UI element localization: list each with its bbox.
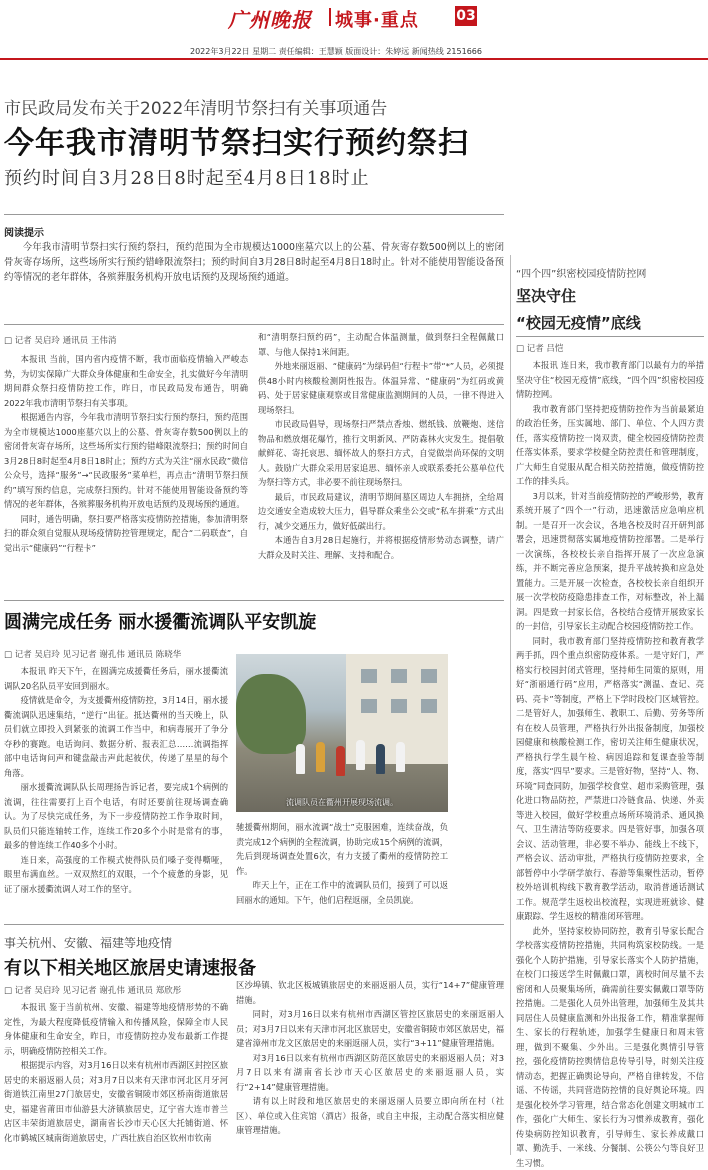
- masthead: [0, 0, 708, 42]
- side-headline-2: “校园无疫情”底线: [516, 312, 641, 333]
- main-byline: □ 记者 吴启玲 通讯员 王伟消: [4, 334, 116, 346]
- photo-window: [361, 669, 377, 683]
- photo-window: [421, 669, 437, 683]
- paragraph: 本报讯 当前，国内省内疫情不断，我市面临疫情输入严峻态势，为切实保障广大群众身体健康和生命安全，扎实做好今年清明期间群众祭扫疫情防控工作，昨日，市民政局发布通告，明确2022年我市清明节祭扫有关事项。: [4, 352, 248, 410]
- page-number: 03: [455, 6, 477, 26]
- paragraph: 本通告自3月28日起施行，并将根据疫情形势动态调整，请广大群众及时关注、理解、支持和配合。: [258, 533, 504, 562]
- paragraph: 同时，我市教育部门坚持疫情防控和教育教学两手抓，四个重点织密防疫体系。一是守好门，严格实行校园封闭式管理，坚持师生同策的原则，用好“浙丽通行码”应用，严格落实“测温、查记、亮码、亮卡”等制度，严格上下学时段校门区域管控。二是管好人，加强师生、教职工、后勤、劳务等所有在校人员管理，严格执行外出报备制度，加强校园健康和核酸检测工作，密切关注师生健康状况，严格执行学生晨午检、病因追踪和复课查验等制度，落实“四早”要求。三是管好物，坚持“人、物、环境”同查同防，加强学校食堂、超市采购管理，强化进口物品防控，严禁进口冷链食品、快递、外卖等进入校园，做好学校重点场所环境消杀、通风换气、卫生清洁等防疫要求。四是管好事，加强各项会议、活动管理，非必要不举办、能线上不线下，严格会议、活动审批，严格执行疫情防控要求，全部暂停中小学研学旅行、春游等集聚性活动，暂停校外培训机构线下教育教学活动，取消普通话测试工作。规范学生返校出校流程，实现进班就诊、健康跟踪、学生返校的精准闭环管理。: [516, 634, 704, 924]
- paragraph: 此外，坚持家校协同防控，教育引导家长配合学校落实疫情防控措施，共同构筑家校防线。一是强化个人防护措施，引导家长落实个人防护措施，在校门口接送学生时佩戴口罩，离校时间尽量不去密闭和人员聚集场所，确需前往要实佩戴口罩等防控措施。二是强化人员外出管理，加强师生及其共同居住人员健康监测和外出报备工作，精准掌握师生、家长的行程轨迹，加强学生健康日和周末管理，做到不聚集、少外出。三是强化舆情引导管控，强化疫情防控舆情信息传导引导，时刻关注疫情动态，把握正确舆论导向，严格自律转发，不信谣、不传谣，共同营造防控情的良好舆论环境。四是强化校外学习管理，结合常态化创建文明城市工作，强化广大师生、家长行为习惯养成教育，强化传染病防控知识教育，引导师生、家长养成戴口罩、勤洗手、一米线、分餐制、公筷公勺等良好卫生习惯。: [516, 924, 704, 1170]
- newspaper-logo: 广州晚报: [228, 4, 312, 33]
- side-rule: [516, 336, 704, 337]
- paragraph: 丽水援衢流调队队长周理扬告诉记者，要完成1个病例的流调，往往需要打上百个电话，有时还要前往现场调查确认。为了尽快完成任务，为下一步疫情防控工作争取时间，队员们只能连轴转工作，连续工作20多个小时是常有的事，最多的曾连续工作40多个小时。: [4, 780, 228, 853]
- main-col1: [4, 352, 248, 592]
- paragraph: 驰援衢州期间，丽水流调“战士”克服困难，连续奋战，负责完成12个病例的全程流调，协助完成15个病例的流调，先后到现场调查处置6次，有力支援了衢州的疫情防控工作。: [236, 820, 448, 878]
- photo-person: [376, 744, 385, 774]
- photo-person: [336, 746, 345, 776]
- main-kicker: 市民政局发布关于2022年清明节祭扫有关事项通告: [4, 94, 387, 119]
- lead-label: 阅读提示: [4, 224, 44, 239]
- paragraph: 请有以上时段和地区旅居史的来丽返丽人员要立即向所在村（社区）、单位或入住宾馆（酒店）报备，或自主申报，主动配合落实相应健康管理措施。: [236, 1094, 504, 1138]
- column-divider: [510, 255, 511, 1155]
- side-byline: □ 记者 吕恺: [516, 342, 563, 354]
- paragraph: 外地来丽返丽、“健康码”为绿码但“行程卡”带“*”人员，必须提供48小时内核酸检测阴性报告。体温异常、“健康码”为红码或黄码、处于居家健康观察或目常健康监测期间的人员，一律不得进入现场祭扫。: [258, 359, 504, 417]
- section-title: 城事·重点: [335, 6, 419, 32]
- paragraph: 本报讯 昨天下午，在圆满完成援衢任务后，丽水援衢流调队20名队员平安回到丽水。: [4, 664, 228, 693]
- paragraph: 市民政局倡导，现场祭扫严禁点香烛、燃纸钱、放鞭炮、迷信物品和燃放烟花爆竹，推行文明新风、严防森林火灾发生。提倡敬献鲜花、寄托哀思、缅怀故人的祭扫方式，自觉做崇尚环保的文明人。鼓励广大群众采用居家追思、缅怀亲人或联系委托公墓单位代为祭扫等方式，非必要不前往现场祭扫。: [258, 417, 504, 490]
- paragraph: 根据通告内容，今年我市清明节祭扫实行预约祭扫，预约范围为全市规模达1000座墓穴以上的公墓、骨灰寄存数500例以上的密闭骨灰寄存场所，这些场所实行预约错峰限流祭扫；预约时间自3月28日8时起至4月8日18时止；预约方式为关注“丽水民政”微信公众号，选择“服务”→“民政服务”菜单栏，再点击“清明节祭扫预约”填写预约信息，完成祭扫预约。针对不能使用智能设备预约等情况的老年群体，各殡葬服务机构开放电话预约及现场预约通道。: [4, 410, 248, 512]
- story3-headline: 有以下相关地区旅居史请速报备: [4, 954, 256, 980]
- paragraph: 我市教育部门坚持把疫情防控作为当前最紧迫的政治任务，压实属地、部门、单位、个人四方责任，落实疫情防控一岗双责，健全校园疫情防控责任落实体系，要求学校健全防控责任和管理制度，广大师生自觉服从配合相关防控措施，做疫情防控工作的排头兵。: [516, 402, 704, 489]
- photo-person: [316, 742, 325, 772]
- photo-window: [421, 699, 437, 713]
- story2-col1: [4, 664, 228, 894]
- paragraph: 同时，通告明确，祭扫要严格落实疫情防控措施，参加清明祭扫的群众须自觉服从现场疫情防控管理规定，配合“二码联查”，自觉出示“健康码”“行程卡”: [4, 512, 248, 556]
- paragraph: 区沙埠镇、钦北区板城镇旅居史的来丽返丽人员，实行“14+7”健康管理措施。: [236, 978, 504, 1007]
- lead-paragraph: 今年我市清明节祭扫实行预约祭扫，预约范围为全市规模达1000座墓穴以上的公墓、骨灰寄存数500例以上的密闭骨灰寄存场所，这些场所实行预约错峰限流祭扫；预约时间自3月28日8时起至4月8日18时止。针对不能使用智能设备预约等情况的老年群体，各殡葬服务机构开放电话预约及现场预约通道。: [4, 240, 504, 285]
- side-body: [516, 358, 704, 1158]
- side-kicker: “四个四”织密校园疫情防控网: [516, 265, 646, 280]
- photo-window: [391, 699, 407, 713]
- story3-col2: [236, 978, 504, 1158]
- paragraph: 同时，对3月16日以来有杭州市西湖区管控区旅居史的来丽返丽人员；对3月7日以来有天津市河北区旅居史，安徽省铜陵市郊区旅居史，福建省漳州市龙文区旅居史的来丽返丽人员，实行“3+11”健康管理措施。: [236, 1007, 504, 1051]
- story2-rule: [4, 600, 504, 601]
- photo-tree: [236, 674, 306, 754]
- main-subtitle: 预约时间自3月28日8时起至4月8日18时止: [4, 164, 370, 190]
- issue-info: 2022年3月22日 星期二 责任编辑：王慧颖 版面设计：朱婷远 新闻热线 2151666: [190, 46, 482, 57]
- photo-person: [396, 742, 405, 772]
- paragraph: 根据提示内容，对3月16日以来有杭州市西湖区封控区旅居史的来丽返丽人员；对3月7日以来有天津市河北区月牙河街道铁江南里27门旅居史，安徽省铜陵市郊区桥南街道旅居史，福建省莆田市仙游县大济镇旅居史，辽宁省大连市普兰店区丰荣街道旅居史，湖南省长沙市天心区大托铺街道、怀化市鹤城区城南街道旅居史，广西壮族自治区钦州市钦南: [4, 1058, 228, 1145]
- main-headline: 今年我市清明节祭扫实行预约祭扫: [4, 118, 469, 162]
- photo-window: [391, 669, 407, 683]
- main-col2: [258, 330, 504, 592]
- story3-rule: [4, 924, 504, 925]
- paragraph: 和“清明祭扫预约码”，主动配合体温测量，做到祭扫全程佩戴口罩、与他人保持1米间距。: [258, 330, 504, 359]
- story3-col1: [4, 1000, 228, 1158]
- paragraph: 对3月16日以来有杭州市西湖区防范区旅居史的来丽返丽人员；对3月7日以来有湖南省长沙市天心区旅居史的来丽返丽人员，实行“2+14”健康管理措施。: [236, 1051, 504, 1095]
- paragraph: 本报讯 连日来，我市教育部门以最有力的举措坚决守住“校园无疫情”底线，“四个四”织密校园疫情防控网。: [516, 358, 704, 402]
- lead-rule: [4, 214, 504, 215]
- news-photo: [236, 654, 448, 812]
- paragraph: 连日来，高强度的工作模式使得队员们嗓子变得嘶哑，眼里布满血丝。一双双熬红的双眼，一个个疲惫的身影，见证了丽水援衢流调人对工作的坚守。: [4, 853, 228, 897]
- masthead-divider: [329, 8, 331, 26]
- story2-col2: [236, 820, 448, 910]
- story2-headline: 圆满完成任务 丽水援衢流调队平安凯旋: [4, 608, 316, 634]
- story3-byline: □ 记者 吴启玲 见习记者 谢孔伟 通讯员 郑欣彤: [4, 984, 181, 996]
- header-rule: [0, 58, 708, 60]
- photo-person: [296, 744, 305, 774]
- paragraph: 本报讯 鉴于当前杭州、安徽、福建等地疫情形势的不确定性，为最大程度降低疫情输入和传播风险，保障全市人民身体健康和生命安全，昨日，市疫情防控办发布最新工作提示，明确疫情防控相关工作。: [4, 1000, 228, 1058]
- photo-person: [356, 740, 365, 770]
- paragraph: 最后，市民政局建议，清明节期间墓区周边人车拥挤，全给周边交通安全造成较大压力，倡导群众乘坐公交或“私车拼乘”方式出行，减少交通压力，做好低碳出行。: [258, 490, 504, 534]
- photo-window: [361, 699, 377, 713]
- main-body-rule: [4, 324, 504, 325]
- paragraph: 疫情就是命令，为支援衢州疫情防控，3月14日，丽水援衢流调队迅速集结，“逆行”出征。抵达衢州的当天晚上，队员们就立即投入到紧张的流调工作当中，和病毒展开了争分夺秒的赛跑。电话询问、数据分析、报表汇总……流调指挥部中电话询问声和键盘敲击声此起彼伏，传递了星星的每个角落。: [4, 693, 228, 780]
- side-headline-1: 坚决守住: [516, 285, 576, 306]
- photo-caption: 流调队员在衢州开展现场流调。: [236, 797, 448, 808]
- paragraph: 3月以来，针对当前疫情防控的严峻形势，教育系统开展了“四个一”行动，迅速激活应急响应机制。一是召开一次会议，各地各校及时召开研判部署会，迅速贯彻落实属地疫情防控部署。二是举行一次演练，各校校长亲自指挥开展了一次应急演练，并不断完善应急预案，提升平战转换和应急处置能力。三是开展一次检查，各校校长亲自组织开展一次学校防疫隐患排查工作，对标整改，补上漏洞。四是致一封家长信，各校结合疫情开展致家长的一封信，引导家长主动配合校园疫情防控工作。: [516, 489, 704, 634]
- story2-byline: □ 记者 吴启玲 见习记者 谢孔伟 通讯员 陈晓华: [4, 648, 181, 660]
- story3-kicker: 事关杭州、安徽、福建等地疫情: [4, 934, 172, 951]
- paragraph: 昨天上午，正在工作中的流调队员们，接到了可以返回丽水的通知。下午，他们启程返丽，全员凯旋。: [236, 878, 448, 907]
